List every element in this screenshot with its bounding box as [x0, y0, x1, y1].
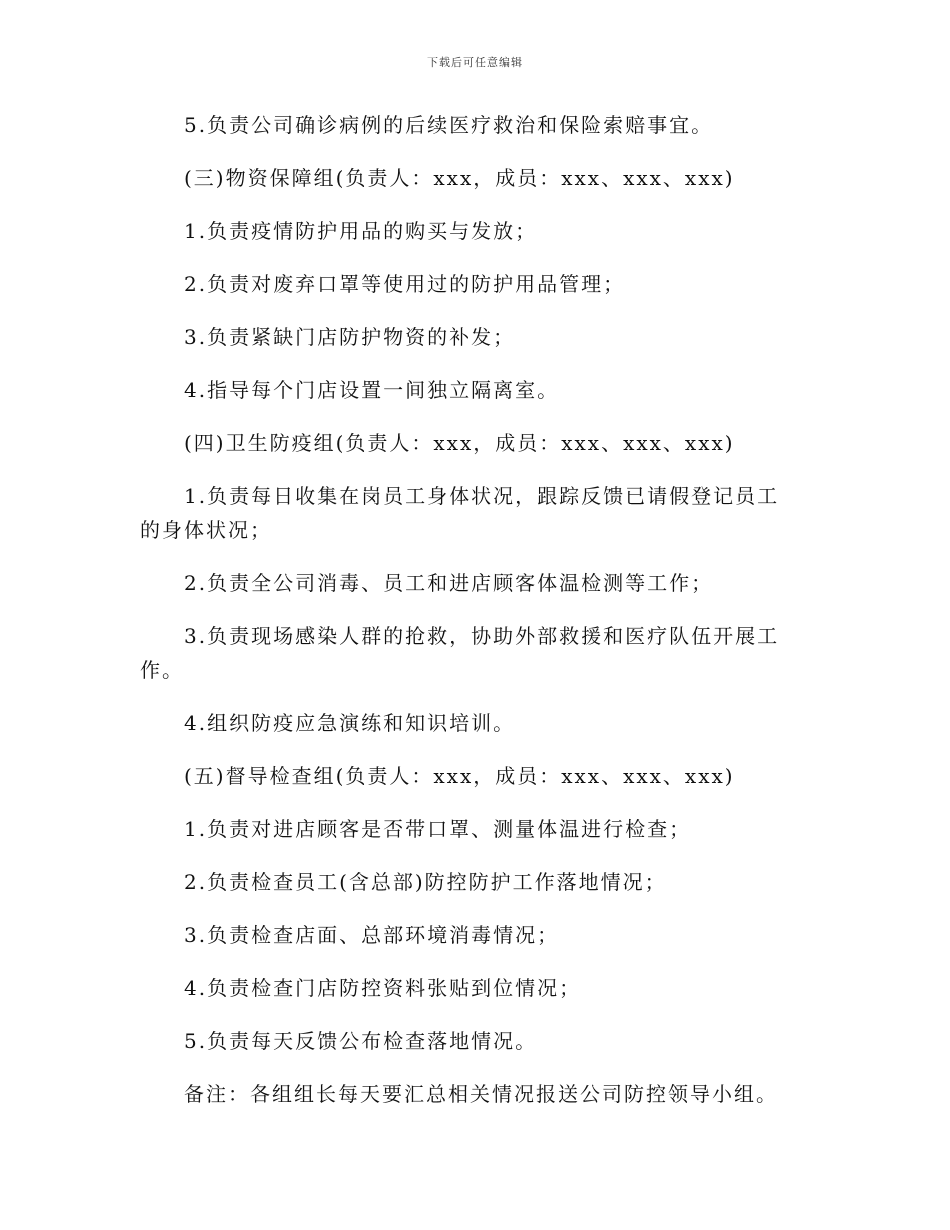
paragraph: 1.负责每日收集在岗员工身体状况，跟踪反馈已请假登记员工的身体状况；: [140, 484, 780, 542]
note-paragraph: 备注：各组组长每天要汇总相关情况报送公司防控领导小组。: [184, 1082, 778, 1106]
paragraph: 4.负责检查门店防控资料张贴到位情况；: [184, 976, 582, 1000]
document-body: [140, 108, 800, 1130]
section-heading-supplies: (三)物资保障组(负责人：xxx，成员：xxx、xxx、xxx): [184, 166, 735, 190]
paragraph: 3.负责检查店面、总部环境消毒情况；: [184, 923, 560, 947]
page-header: 下载后可任意编辑: [427, 56, 523, 69]
paragraph: 3.负责紧缺门店防护物资的补发；: [184, 325, 516, 349]
paragraph: 2.负责对废弃口罩等使用过的防护用品管理；: [184, 272, 626, 296]
section-heading-inspection: (五)督导检查组(负责人：xxx，成员：xxx、xxx、xxx): [184, 764, 735, 788]
paragraph: 2.负责检查员工(含总部)防控防护工作落地情况；: [184, 870, 667, 894]
paragraph: 1.负责疫情防护用品的购买与发放；: [184, 219, 538, 243]
section-heading-hygiene: (四)卫生防疫组(负责人：xxx，成员：xxx、xxx、xxx): [184, 431, 735, 455]
paragraph: 1.负责对进店顾客是否带口罩、测量体温进行检查；: [184, 817, 692, 841]
paragraph: 4.指导每个门店设置一间独立隔离室。: [184, 378, 560, 402]
paragraph: 5.负责每天反馈公布检查落地情况。: [184, 1029, 538, 1053]
paragraph: 5.负责公司确诊病例的后续医疗救治和保险索赔事宜。: [184, 113, 714, 137]
paragraph: 2.负责全公司消毒、员工和进店顾客体温检测等工作；: [184, 571, 714, 595]
paragraph: 4.组织防疫应急演练和知识培训。: [184, 711, 516, 735]
paragraph: 3.负责现场感染人群的抢救，协助外部救援和医疗队伍开展工作。: [140, 624, 780, 682]
